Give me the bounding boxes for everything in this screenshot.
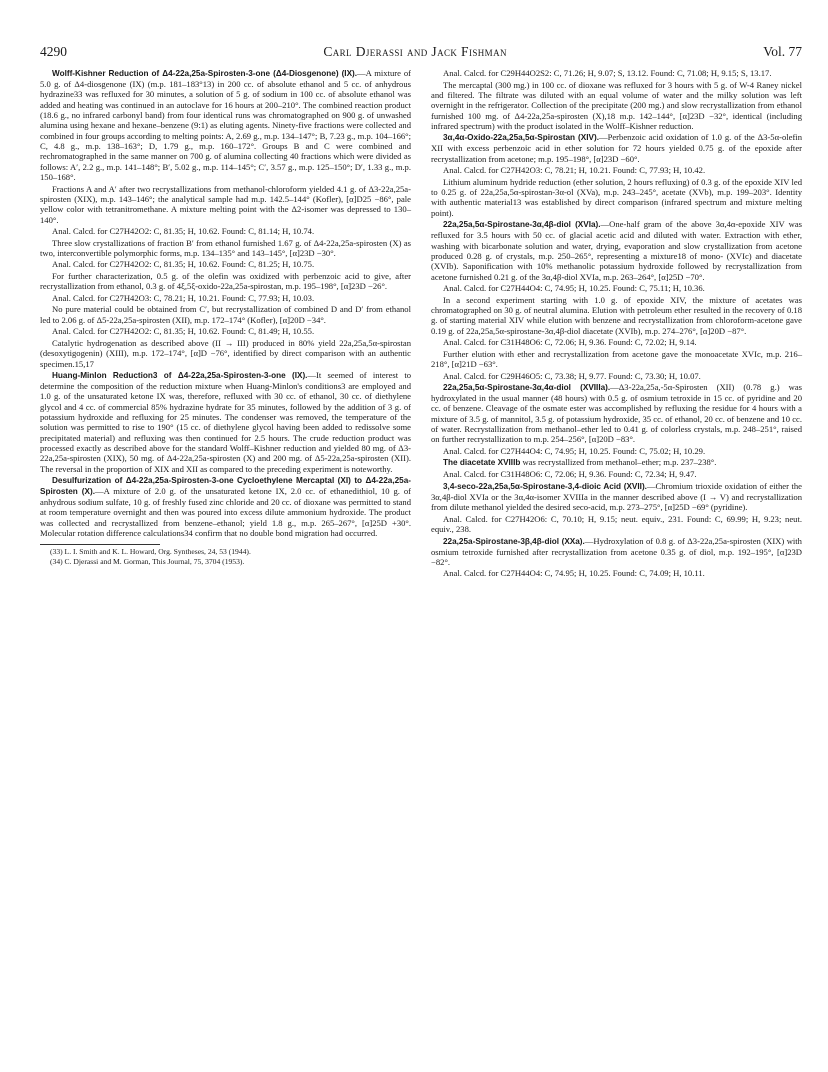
paragraph [40, 475, 411, 538]
paragraph-text: The mercaptal (300 mg.) in 100 cc. of dioxane was refluxed for 3 hours with 5 g. of W-4 Raney nickel and filtered. The filtrate was diluted with an equal volume of water and the milky solution was left overnight in the refrigerator. Collection of the precipitate (200 mg.) and slow recrystallization from ethanol furnished 100 mg. of Δ4-22a,25a-spirosten (X),18 m.p. 142–144°, [α]23D −32°, identical (including infrared spectrum) with the product isolated in the Wolff–Kishner reduction. [431, 79, 802, 131]
paragraph-text: Three slow crystallizations of fraction B′ from ethanol furnished 1.67 g. of Δ4-22a,25a-spirosten (X) as two, interconvertible polymorphic forms, m.p. 134–135° and 143–145°, [α]23D −30°. [40, 237, 411, 258]
paragraph-text: Anal. Calcd. for C31H48O6: C, 72.06; H, 9.36. Found: C, 72.34; H, 9.47. [443, 469, 697, 480]
paragraph-heading: 3,4-seco-22a,25a,5α-Spirostane-3,4-dioic Acid (XVII). [443, 482, 647, 491]
footnotes [40, 547, 411, 566]
paragraph-text: No pure material could be obtained from C′, but recrystallization of combined D and D′ from ethanol led to 2.06 g. of Δ5-22a,25a-spirosten (XII), m.p. 172–174° (Kofler), [α]20D −34°. [40, 304, 411, 325]
paragraph-text: —Hydroxylation of 0.8 g. of Δ3-22a,25a-spirosten (XIX) with osmium tetroxide furnished after recrystallization from acetone 0.35 g. of diol, m.p. 192–195°, [α]23D −82°. [431, 535, 802, 567]
two-column-body [40, 68, 802, 580]
paragraph [40, 226, 411, 236]
paragraph-text: —Perbenzoic acid oxidation of 1.0 g. of the Δ3-5α-olefin XII with excess perbenzoic acid in ether solution for 72 hours yielded 0.75 g. of the epoxide after recrystallization from acetone; m.p. 195–198°, [α]23D −60°. [431, 132, 802, 164]
paragraph [431, 469, 802, 479]
left-paragraphs [40, 68, 411, 538]
paragraph-text: Anal. Calcd. for C27H44O4: C, 74.95; H, 10.25. Found: C, 75.02; H, 10.29. [443, 445, 706, 456]
paragraph-text: Anal. Calcd. for C27H42O6: C, 70.10; H, 9.15; neut. equiv., 231. Found: C, 69.99; H, 9.23; neut. equiv., 238. [431, 513, 802, 535]
paragraph [431, 165, 802, 175]
paragraph-heading: 22a,25a-Spirostane-3β,4β-diol (XXa). [443, 536, 585, 546]
paragraph-heading: 22a,25a,5α-Spirostane-3α,4α-diol (XVIIIa). [443, 383, 611, 393]
paragraph-text: Anal. Calcd. for C27H44O4: C, 74.95; H, 10.25. Found: C, 74.09; H, 10.11. [443, 568, 705, 579]
paragraph-heading: 22a,25a,5α-Spirostane-3α,4β-diol (XVIa). [443, 220, 601, 230]
paragraph [40, 68, 411, 182]
page-number: 4290 [40, 44, 67, 59]
paragraph [431, 457, 802, 468]
paragraph [431, 337, 802, 347]
paragraph [431, 382, 802, 445]
paragraph-text: was recrystallized from methanol–ether; m.p. 237–238°. [520, 457, 717, 468]
paragraph-text: —A mixture of 2.0 g. of the unsaturated ketone IX, 2.0 cc. of ethanedithiol, 10 g. of anhydrous sodium sulfate, 10 g. of freshly fused zinc chloride and 20 cc. of dioxane was permitted to stand at room temperature overnight and then was poured into excess dilute ammonium hydroxide. The product was collected and recrystallized from benzene–ethanol; yield 1.8 g., m.p. 265–267°, [α]25D +30°. Molecular rotation difference calculations34 confirm that no double bond migration had occurred. [40, 486, 411, 538]
paragraph [431, 514, 802, 535]
paragraph [431, 80, 802, 132]
paragraph [431, 68, 802, 78]
paragraph [40, 326, 411, 336]
paragraph-text: Anal. Calcd. for C27H42O2: C, 81.35; H, 10.62. Found: C, 81.49; H, 10.55. [52, 326, 315, 337]
paragraph-text: —Δ3-22a,25a,-5α-Spirosten (XII) (0.78 g.) was hydroxylated in the usual manner (48 hours) with 0.5 g. of osmium tetroxide in 15 cc. of pyridine and 20 cc. of benzene. Cleavage of the osmate ester was accomplished by refluxing the residue for 4 hours with a mixture of 3.5 g. of mannitol, 3.5 g. of potassium hydroxide, 35 cc. of ethanol, 20 cc. of benzene and 10 cc. of water. Recrystallization from methanol–ether led to 0.41 g. of colorless crystals, m.p. 248–251°, raised on further recrystallization to m.p. 254–256°, [α]20D −83°. [431, 382, 802, 445]
paragraph-heading: The diacetate XVIIIb [443, 458, 521, 468]
paragraph-text: —One-half gram of the above 3α,4α-epoxide XIV was refluxed for 3.5 hours with 50 cc. of glacial acetic acid and diluted with water. Extraction with ether, washing with bicarbonate solution and water, drying, evaporation and slow crystallization from acetone produced 0.28 g. of crystals, m.p. 250–265°, representing a mixture18 of mono- (XVIc) and diacetate (XVIb). Saponification with 10% methanolic potassium hydroxide followed by recrystallization from acetone furnished 0.21 g. of the 3α,4β-diol XVIa, m.p. 263–264°, [α]25D −70°. [431, 219, 802, 282]
paragraph [431, 536, 802, 568]
paragraph-text: Anal. Calcd. for C31H48O6: C, 72.06; H, 9.36. Found: C, 72.02; H, 9.14. [443, 337, 697, 348]
paragraph-text: Anal. Calcd. for C27H44O4: C, 74.95; H, 10.25. Found: C, 75.11; H, 10.36. [443, 283, 705, 294]
paragraph-text: Catalytic hydrogenation as described above (II → III) produced in 80% yield 22a,25a,5α-spirostan (desoxytigogenin) (XIII), m.p. 172–174°, [α]D −76°, identified by direct comparison with an authentic specimen.15,17 [40, 337, 411, 369]
paragraph [431, 446, 802, 456]
paragraph [431, 349, 802, 370]
paragraph [431, 295, 802, 336]
right-paragraphs [431, 68, 802, 579]
paragraph-text: —It seemed of interest to determine the composition of the reduction mixture when Huang-Minlon's conditions3 are employed and 1.0 g. of the unsaturated ketone IX was, therefore, refluxed with 30 cc. of ethanol, 30 cc. of diethylene glycol and 4 cc. of commercial 85% hydrazine hydrate for 35 minutes, followed by the addition of 3 g. of potassium hydroxide and refluxing for 25 minutes. The condenser was removed, the temperature of the solution was permitted to rise to 190° (15 cc. of diethylene glycol having been added to redissolve some precipitated material) and refluxing was then continued for 2.5 hours. The crude reduction product was processed exactly as described above for the standard Wolff–Kishner reduction and yielded 80 mg. of Δ3-22a,25a-spirosten (XIX), 50 mg. of Δ4-22a,25a-spirosten (X) and 200 mg. of Δ5-22a,25a-spirosten (XII). The reversal in the proportion of XIX and XII as compared to the preceding experiment is noteworthy. [40, 370, 411, 474]
paragraph [40, 259, 411, 269]
paragraph [40, 338, 411, 369]
paragraph-heading: Wolff-Kishner Reduction of Δ4-22a,25a-Spirosten-3-one (Δ4-Diosgenone) (IX). [52, 69, 358, 78]
paragraph [40, 370, 411, 474]
paragraph [40, 238, 411, 259]
right-column [431, 68, 802, 580]
paragraph [431, 177, 802, 218]
paragraph [40, 184, 411, 225]
paragraph [431, 568, 802, 578]
paragraph-text: —Chromium trioxide oxidation of either the 3α,4β-diol XVIa or the 3α,4α-isomer XVIIIa in the manner described above (I → V) and recrystallization from dilute methanol yielded the desired seco-acid, m.p. 273–275°, [α]25D −69° (pyridine). [431, 481, 802, 513]
paragraph-heading: 3α,4α-Oxido-22a,25a,5α-Spirostan (XIV). [443, 133, 599, 143]
footnote: (33) L. I. Smith and K. L. Howard, Org. Syntheses, 24, 53 (1944). [50, 547, 251, 557]
running-header [40, 44, 802, 64]
paragraph-text: Anal. Calcd. for C29H46O5: C, 73.38; H, 9.77. Found: C, 73.30; H, 10.07. [443, 370, 701, 381]
paragraph-text: Anal. Calcd. for C29H44O2S2: C, 71.26; H, 9.07; S, 13.12. Found: C, 71.08; H, 9.15; S, 13.17. [443, 68, 772, 78]
left-column [40, 68, 411, 580]
paragraph-text: In a second experiment starting with 1.0 g. of epoxide XIV, the mixture of acetates was chromatographed on 30 g. of neutral alumina. Elution with petroleum ether resulted in the recovery of 0.18 g. of starting material XIV while elution with benzene and recrystallization from chloroform-acetone gave 0.19 g. of 22a,25a,5α-spirostane-3α,4β-diol diacetate (XVIb), m.p. 274–276°, [α]20D −87°. [431, 294, 802, 336]
paragraph-text: Further elution with ether and recrystallization from acetone gave the monoacetate XVIc, m.p. 216–218°, [α]21D −63°. [431, 348, 802, 370]
running-title: Carl Djerassi and Jack Fishman [323, 44, 507, 59]
footnote: (34) C. Djerassi and M. Gorman, This Journal, 75, 3704 (1953). [50, 556, 245, 566]
paragraph-heading: Desulfurization of Δ4-22a,25a-Spirosten-3-one Cycloethylene Mercaptal (XI) to Δ4-22a,25a-Spirosten (X). [40, 476, 411, 497]
paragraph [431, 283, 802, 293]
paragraph-text: For further characterization, 0.5 g. of the olefin was oxidized with perbenzoic acid to give, after recrystallization from ethanol, 0.3 g. of 4ξ,5ξ-oxido-22a,25a-spirostan, m.p. 195–198°, [α]23D −26°. [40, 271, 411, 292]
paragraph-text: —A mixture of 5.0 g. of Δ4-diosgenone (IX) (m.p. 181–183°13) in 200 cc. of absolute ethanol and 5 cc. of anhydrous hydrazine33 was refluxed for 30 minutes, a solution of 5 g. of sodium in 100 cc. of absolute ethanol was added and heating was continued in an autoclave for 16 hours at 200–210°. The combined reaction product (18.6 g., no infrared carbonyl band) from four identical runs was chromatographed on 900 g. of unwashed alumina using hexane and hexane–benzene (9:1) as eluting agents. Ninety-five fractions were collected and combined in four groups according to melting points: A, 2.69 g., m.p. 134–147°; B, 7.23 g., m.p. 104–166°; C, 4.8 g., m.p. 138–163°; D, 1.79 g., m.p. 160–172°. Groups B and C were combined and rechromatographed in the same manner on 700 g. of alumina collecting 40 fractions which were divided as follows: A′, 2.2 g., m.p. 141–148°; B′, 5.02 g., m.p. 114–145°; C′, 3.57 g., m.p. 125–150°; D′, 1.33 g., m.p. 150–168°. [40, 68, 411, 182]
paragraph-text: Anal. Calcd. for C27H42O2: C, 81.35; H, 10.62. Found: C, 81.25; H, 10.75. [52, 259, 315, 270]
paragraph [40, 304, 411, 325]
paragraph-text: Lithium aluminum hydride reduction (ether solution, 2 hours refluxing) of 0.3 g. of the epoxide XIV led to 0.25 g. of 22a,25a,5α-spirostan-3α-ol (XVa), m.p. 243–245°, acetate (XVb), m.p. 199–203°. Identity with authentic material13 was established by direct comparison (infrared spectrum and mixture melting point). [431, 176, 802, 218]
paragraph-text: Anal. Calcd. for C27H42O2: C, 81.35; H, 10.62. Found: C, 81.14; H, 10.74. [52, 226, 315, 237]
paragraph [431, 481, 802, 513]
volume-label: Vol. 77 [763, 44, 802, 59]
paragraph [431, 371, 802, 381]
paragraph [40, 271, 411, 292]
paragraph [40, 293, 411, 303]
paragraph-text: Fractions A and A′ after two recrystallizations from methanol-chloroform yielded 4.1 g. of Δ3-22a,25a-spirosten (XIX), m.p. 143–146°; the analytical sample had m.p. 142.5–144° (Kofler), [α]D25 −86°, pale yellow color with tetranitromethane. A mixture melting point with the Δ2-isomer was depressed to 130–140°. [40, 183, 411, 225]
paragraph [431, 219, 802, 282]
paragraph [431, 132, 802, 164]
paragraph-text: Anal. Calcd. for C27H42O3: C, 78.21; H, 10.21. Found: C, 77.93; H, 10.42. [443, 165, 706, 176]
paragraph-text: Anal. Calcd. for C27H42O3: C, 78.21; H, 10.21. Found: C, 77.93; H, 10.03. [52, 292, 315, 303]
paragraph-heading: Huang-Minlon Reduction3 of Δ4-22a,25a-Spirosten-3-one (IX). [52, 371, 308, 381]
